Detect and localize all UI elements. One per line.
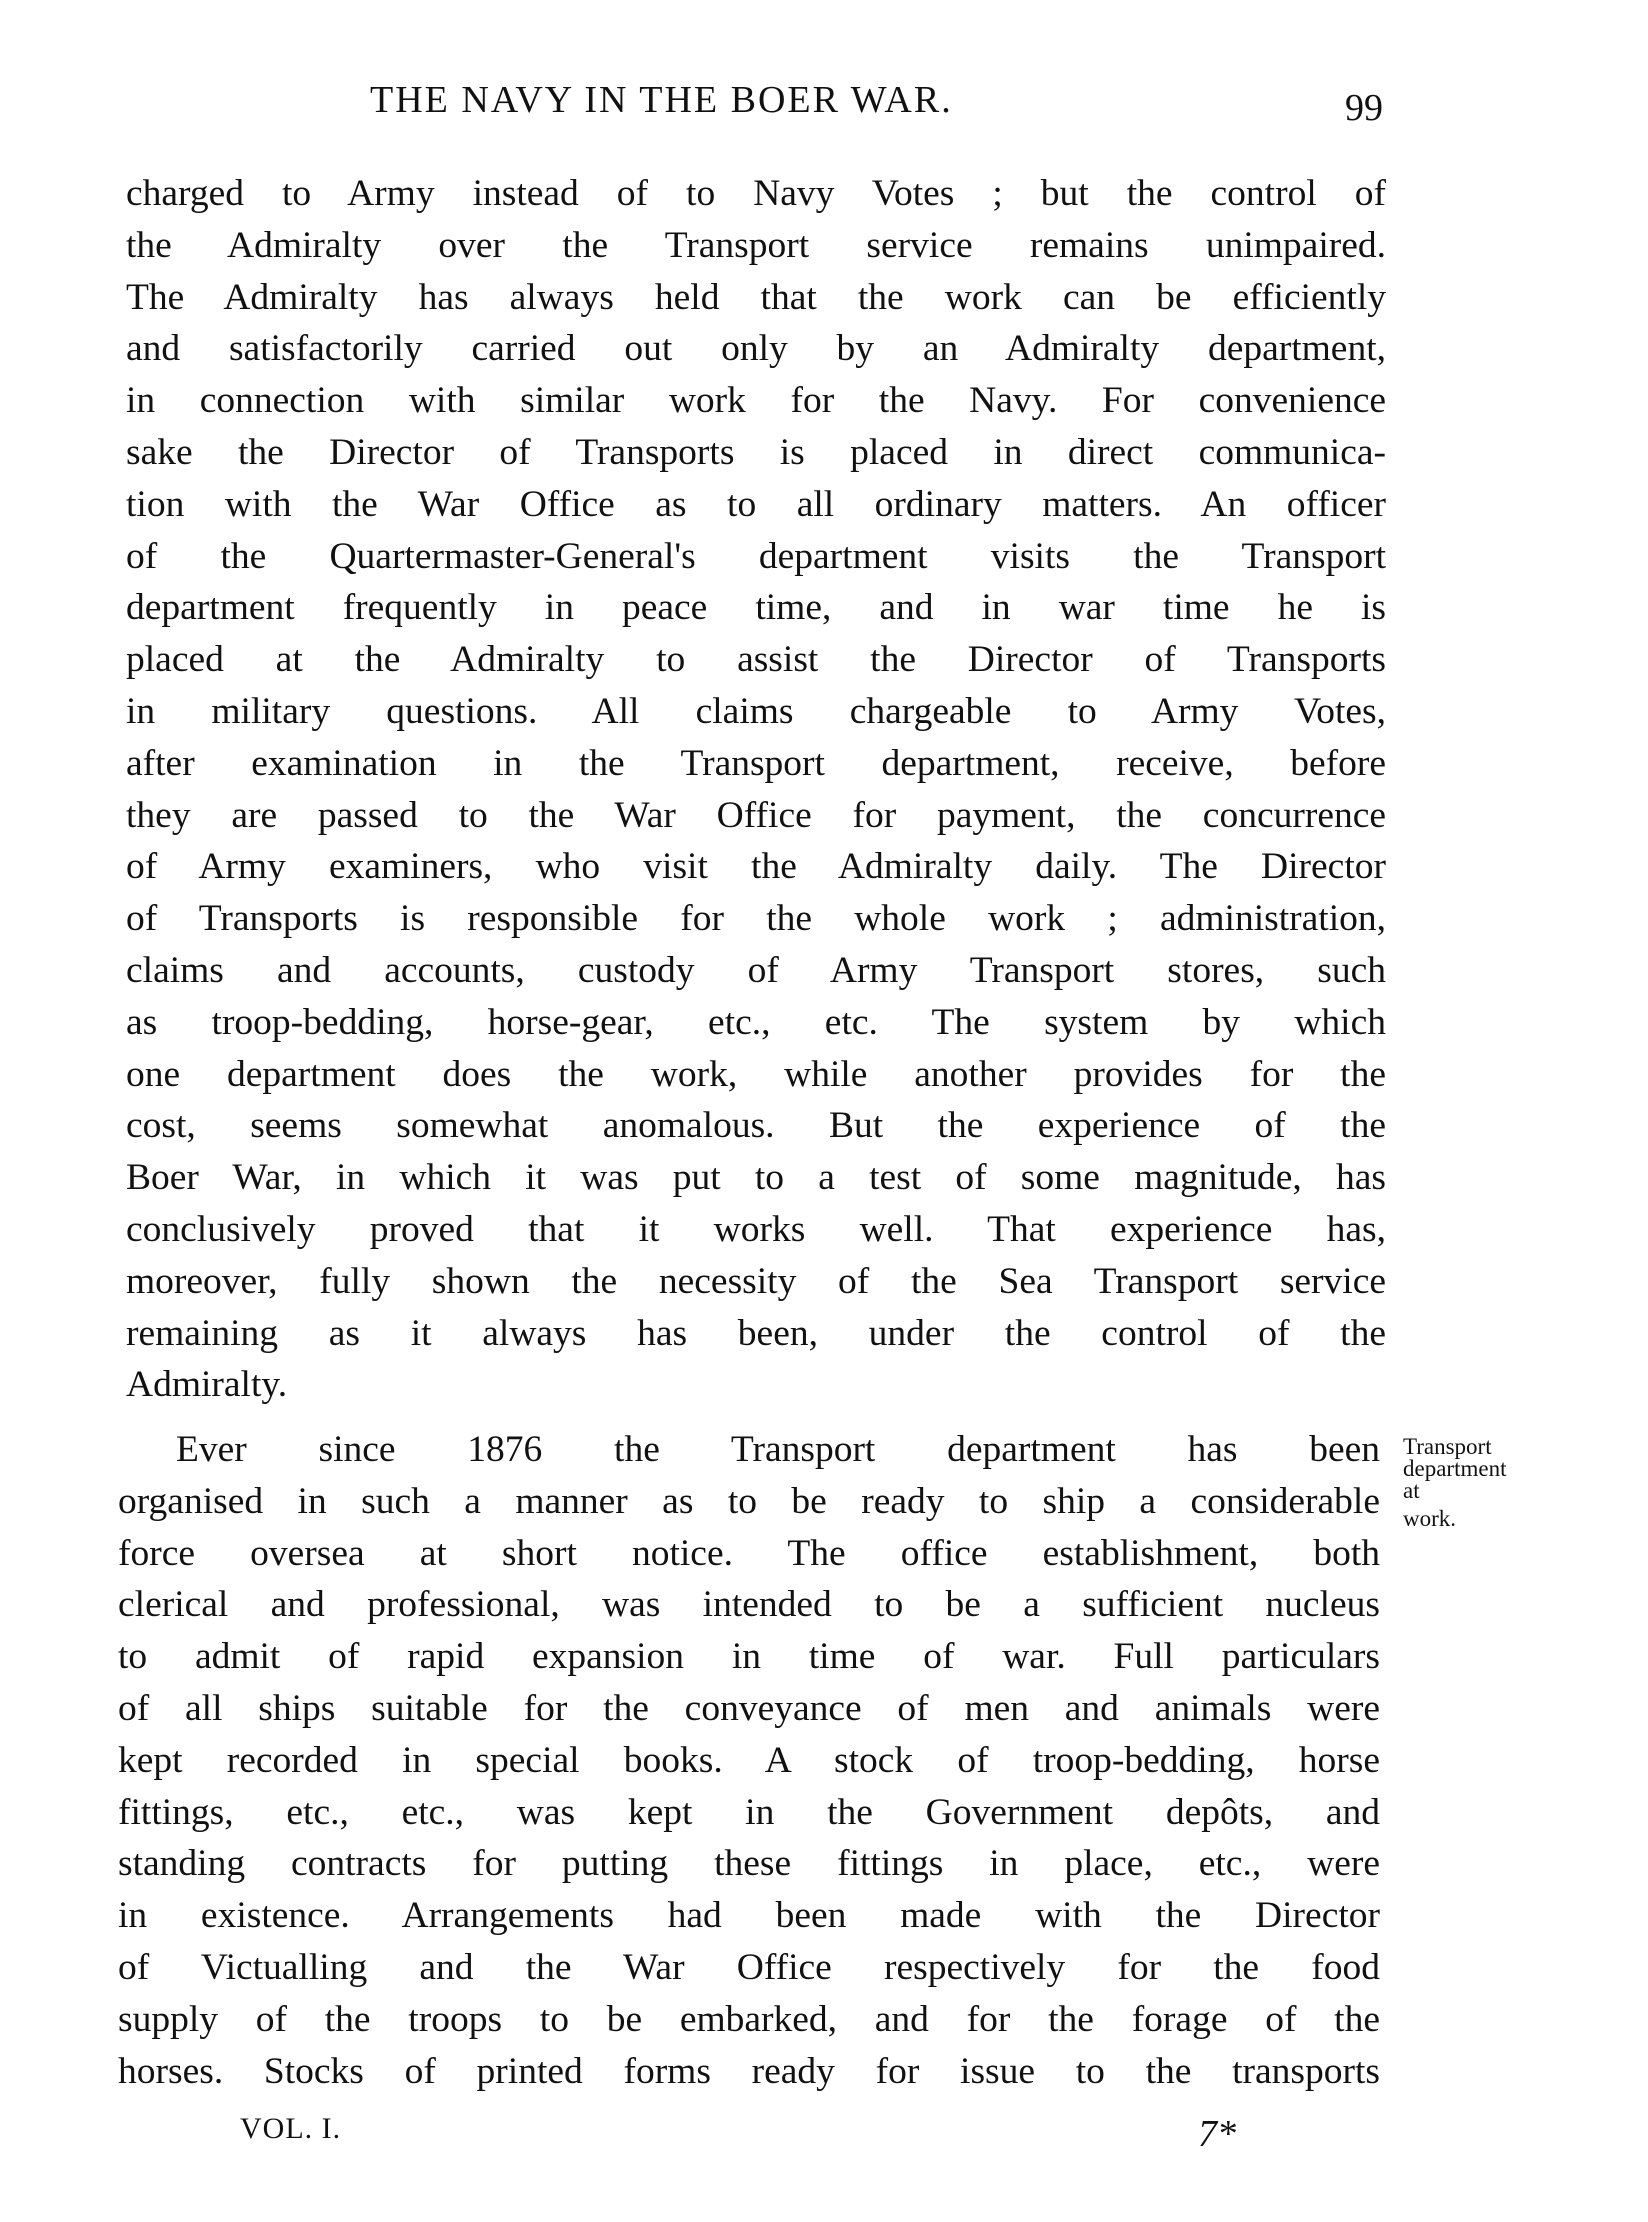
text-line: to admit of rapid expansion in time of war. Full particulars [118, 1636, 1380, 1678]
text-line: tion with the War Office as to all ordinary matters. An officer [126, 483, 1386, 525]
text-line: in connection with similar work for the Navy. For convenience [126, 380, 1386, 422]
text-line: placed at the Admiralty to assist the Director of Transports [126, 639, 1386, 681]
printer-signature: 7* [1198, 2113, 1236, 2155]
text-line: fittings, etc., etc., was kept in the Government depôts, and [118, 1791, 1380, 1833]
paragraph-1 [126, 168, 1386, 1411]
text-line: sake the Director of Transports is placed in direct communica- [126, 431, 1386, 473]
text-line: of Transports is responsible for the whole work ; administration, [126, 898, 1386, 940]
text-line: one department does the work, while another provides for the [126, 1053, 1386, 1095]
text-line: charged to Army instead of to Navy Votes ; but the control of [126, 173, 1386, 214]
text-line: standing contracts for putting these fittings in place, etc., were [118, 1843, 1380, 1885]
text-line: moreover, fully shown the necessity of the Sea Transport service [126, 1260, 1386, 1302]
text-line: of Victualling and the War Office respectively for the food [118, 1946, 1380, 1988]
text-line: remaining as it always has been, under the control of the [126, 1312, 1386, 1354]
text-line: the Admiralty over the Transport service remains unimpaired. [126, 224, 1386, 266]
text-line: they are passed to the War Office for payment, the concurrence [126, 794, 1386, 836]
margin-note-line: Transport [1403, 1434, 1492, 1459]
text-line: horses. Stocks of printed forms ready for issue to the transports [118, 2050, 1380, 2092]
text-line: and satisfactorily carried out only by an Admiralty department, [126, 328, 1386, 370]
text-line: Ever since 1876 the Transport department has been [176, 1429, 1380, 1470]
margin-note [1403, 1436, 1506, 1530]
text-line: The Admiralty has always held that the work can be efficiently [126, 276, 1386, 318]
text-line: supply of the troops to be embarked, and for the forage of the [118, 1998, 1380, 2040]
text-line: conclusively proved that it works well. That experience has, [126, 1208, 1386, 1250]
margin-note-line: department [1403, 1456, 1507, 1481]
page-number: 99 [1345, 87, 1383, 129]
text-line: Boer War, in which it was put to a test of some magnitude, has [126, 1157, 1386, 1199]
text-line: Admiralty. [126, 1364, 288, 1406]
margin-note-line: work. [1403, 1506, 1457, 1531]
paragraph-2 [118, 1424, 1380, 2097]
text-line: of Army examiners, who visit the Admiralty daily. The Director [126, 846, 1386, 888]
margin-note-line: at [1403, 1478, 1420, 1503]
text-line: as troop-bedding, horse-gear, etc., etc. The system by which [126, 1001, 1386, 1043]
volume-signature: VOL. I. [240, 2112, 342, 2145]
text-line: kept recorded in special books. A stock of troop-bedding, horse [118, 1739, 1380, 1781]
text-line: in military questions. All claims chargeable to Army Votes, [126, 690, 1386, 732]
text-line: department frequently in peace time, and in war time he is [126, 587, 1386, 629]
text-line: after examination in the Transport department, receive, before [126, 742, 1386, 784]
text-line: in existence. Arrangements had been made with the Director [118, 1895, 1380, 1937]
text-line: of the Quartermaster-General's department visits the Transport [126, 535, 1386, 577]
text-line: force oversea at short notice. The office establishment, both [118, 1532, 1380, 1574]
text-line: claims and accounts, custody of Army Transport stores, such [126, 949, 1386, 991]
running-header: THE NAVY IN THE BOER WAR. [370, 79, 953, 121]
text-line: clerical and professional, was intended to be a sufficient nucleus [118, 1584, 1380, 1626]
text-line: cost, seems somewhat anomalous. But the experience of the [126, 1105, 1386, 1147]
text-line: of all ships suitable for the conveyance of men and animals were [118, 1687, 1380, 1729]
text-line: organised in such a manner as to be ready to ship a considerable [118, 1480, 1380, 1522]
